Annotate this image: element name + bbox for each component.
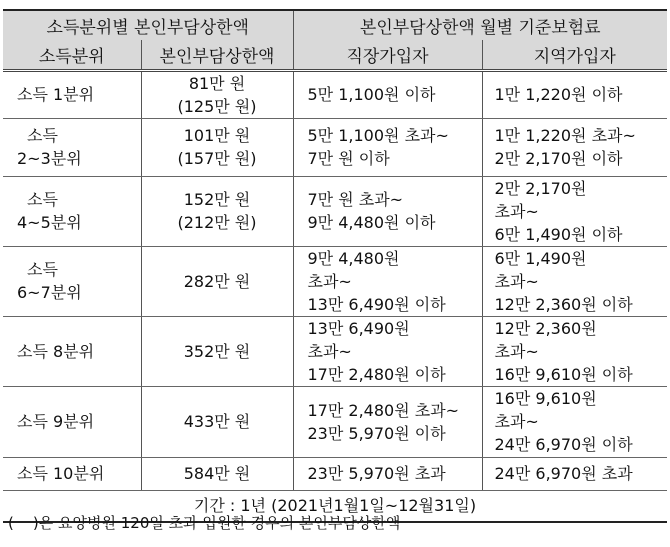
- cell-line: 초과~: [307, 341, 352, 361]
- cell-line: 13만 6,490원 이하: [307, 294, 446, 314]
- copay-limit-cell: [141, 118, 293, 176]
- regional-premium-cell: [482, 70, 667, 118]
- workplace-premium-cell: [293, 457, 482, 490]
- cell-line: 초과~: [494, 201, 539, 221]
- table-row: [3, 246, 667, 316]
- cell-line: 101만 원: [183, 126, 251, 145]
- cell-line: 소득 1분위: [17, 85, 95, 104]
- workplace-premium-cell: [293, 246, 482, 316]
- regional-premium-cell: [482, 316, 667, 386]
- cell-line: 12만 2,360원 이하: [494, 294, 633, 314]
- table-row: [3, 386, 667, 457]
- cell-line: 152만 원: [183, 190, 251, 209]
- regional-premium-cell: [482, 118, 667, 176]
- cell-line: (125만 원): [177, 96, 257, 116]
- income-bracket-cell: [3, 118, 141, 176]
- workplace-premium-cell: [293, 70, 482, 118]
- cell-line: 1만 1,220원 초과~: [494, 126, 636, 145]
- header-copay-limit: 본인부담상한액: [141, 40, 293, 70]
- table-row: [3, 70, 667, 118]
- cell-line: 24만 6,970원 초과: [494, 464, 633, 483]
- regional-premium-cell: [482, 246, 667, 316]
- cell-line: 9만 4,480원: [307, 248, 400, 268]
- cell-line: 초과~: [494, 341, 539, 361]
- cell-line: (157만 원): [177, 149, 257, 168]
- income-bracket-cell: [3, 386, 141, 457]
- cell-line: 12만 2,360원: [494, 318, 597, 338]
- workplace-premium-cell: [293, 176, 482, 246]
- cell-line: 81만 원: [188, 73, 246, 93]
- header-workplace-subscriber: 직장가입자: [293, 40, 482, 70]
- footnote: ( )은 요양병원 120일 초과 입원한 경우의 본인부담상한액: [8, 514, 401, 532]
- table-row: [3, 176, 667, 246]
- cell-line: 282만 원: [183, 271, 251, 291]
- cell-line: 6만 1,490원: [494, 248, 587, 268]
- copay-limit-cell: [141, 246, 293, 316]
- cell-line: 2만 2,170원: [494, 178, 587, 198]
- cell-line: 초과~: [494, 412, 539, 431]
- cell-line: 초과~: [494, 271, 539, 291]
- cell-line: 초과~: [307, 271, 352, 291]
- cell-line: 24만 6,970원 이하: [494, 435, 633, 454]
- cell-line: 23만 5,970원 이하: [307, 423, 446, 443]
- cell-line: 소득 8분위: [17, 341, 95, 361]
- cell-line: 16만 9,610원 이하: [494, 364, 633, 384]
- table-row: [3, 316, 667, 386]
- cell-line: 6만 1,490원 이하: [494, 224, 623, 244]
- cell-line: 소득 10분위: [17, 464, 105, 483]
- table-row: [3, 118, 667, 176]
- header-income-group: 소득분위별 본인부담상한액: [3, 10, 293, 40]
- cell-line: 1만 1,220원 이하: [494, 85, 623, 104]
- copay-limit-cell: [141, 457, 293, 490]
- cell-line: 5만 1,100원 이하: [307, 85, 436, 104]
- cell-line: 6~7분위: [17, 283, 82, 302]
- cell-line: 7만 원 초과~: [307, 190, 404, 209]
- cell-line: 23만 5,970원 초과: [307, 464, 446, 483]
- regional-premium-cell: [482, 176, 667, 246]
- cell-line: 17만 2,480원 초과~: [307, 400, 460, 420]
- regional-premium-cell: [482, 457, 667, 490]
- header-monthly-premium: 본인부담상한액 월별 기준보험료: [293, 10, 667, 40]
- workplace-premium-cell: [293, 118, 482, 176]
- cell-line: 소득 9분위: [17, 412, 95, 431]
- cell-line: 13만 6,490원: [307, 318, 410, 338]
- header-regional-subscriber: 지역가입자: [482, 40, 667, 70]
- copay-limit-cell: [141, 386, 293, 457]
- copayment-limit-table: [3, 9, 667, 523]
- income-bracket-cell: [3, 70, 141, 118]
- copay-limit-cell: [141, 70, 293, 118]
- cell-line: 2만 2,170원 이하: [494, 149, 623, 168]
- cell-line: 7만 원 이하: [307, 149, 390, 168]
- cell-line: 16만 9,610원: [494, 389, 597, 408]
- copay-limit-cell: [141, 316, 293, 386]
- cell-line: 9만 4,480원 이하: [307, 213, 436, 232]
- cell-line: 소득: [27, 126, 58, 145]
- cell-line: 소득: [27, 260, 58, 279]
- cell-line: 5만 1,100원 초과~: [307, 126, 449, 145]
- income-bracket-cell: [3, 246, 141, 316]
- cell-line: 433만 원: [183, 412, 251, 431]
- cell-line: 584만 원: [183, 464, 251, 483]
- cell-line: 352만 원: [183, 341, 251, 361]
- cell-line: 4~5분위: [17, 213, 82, 232]
- income-bracket-cell: [3, 316, 141, 386]
- income-bracket-cell: [3, 457, 141, 490]
- cell-line: (212만 원): [177, 213, 257, 232]
- cell-line: 2~3분위: [17, 149, 82, 168]
- period-row: 기간 : 1년 (2021년1월1일~12월31일): [3, 490, 667, 522]
- header-income-bracket: 소득분위: [3, 40, 141, 70]
- cell-line: 17만 2,480원 이하: [307, 364, 446, 384]
- table-row: [3, 457, 667, 490]
- workplace-premium-cell: [293, 316, 482, 386]
- copay-limit-cell: [141, 176, 293, 246]
- workplace-premium-cell: [293, 386, 482, 457]
- regional-premium-cell: [482, 386, 667, 457]
- cell-line: 소득: [27, 190, 58, 209]
- income-bracket-cell: [3, 176, 141, 246]
